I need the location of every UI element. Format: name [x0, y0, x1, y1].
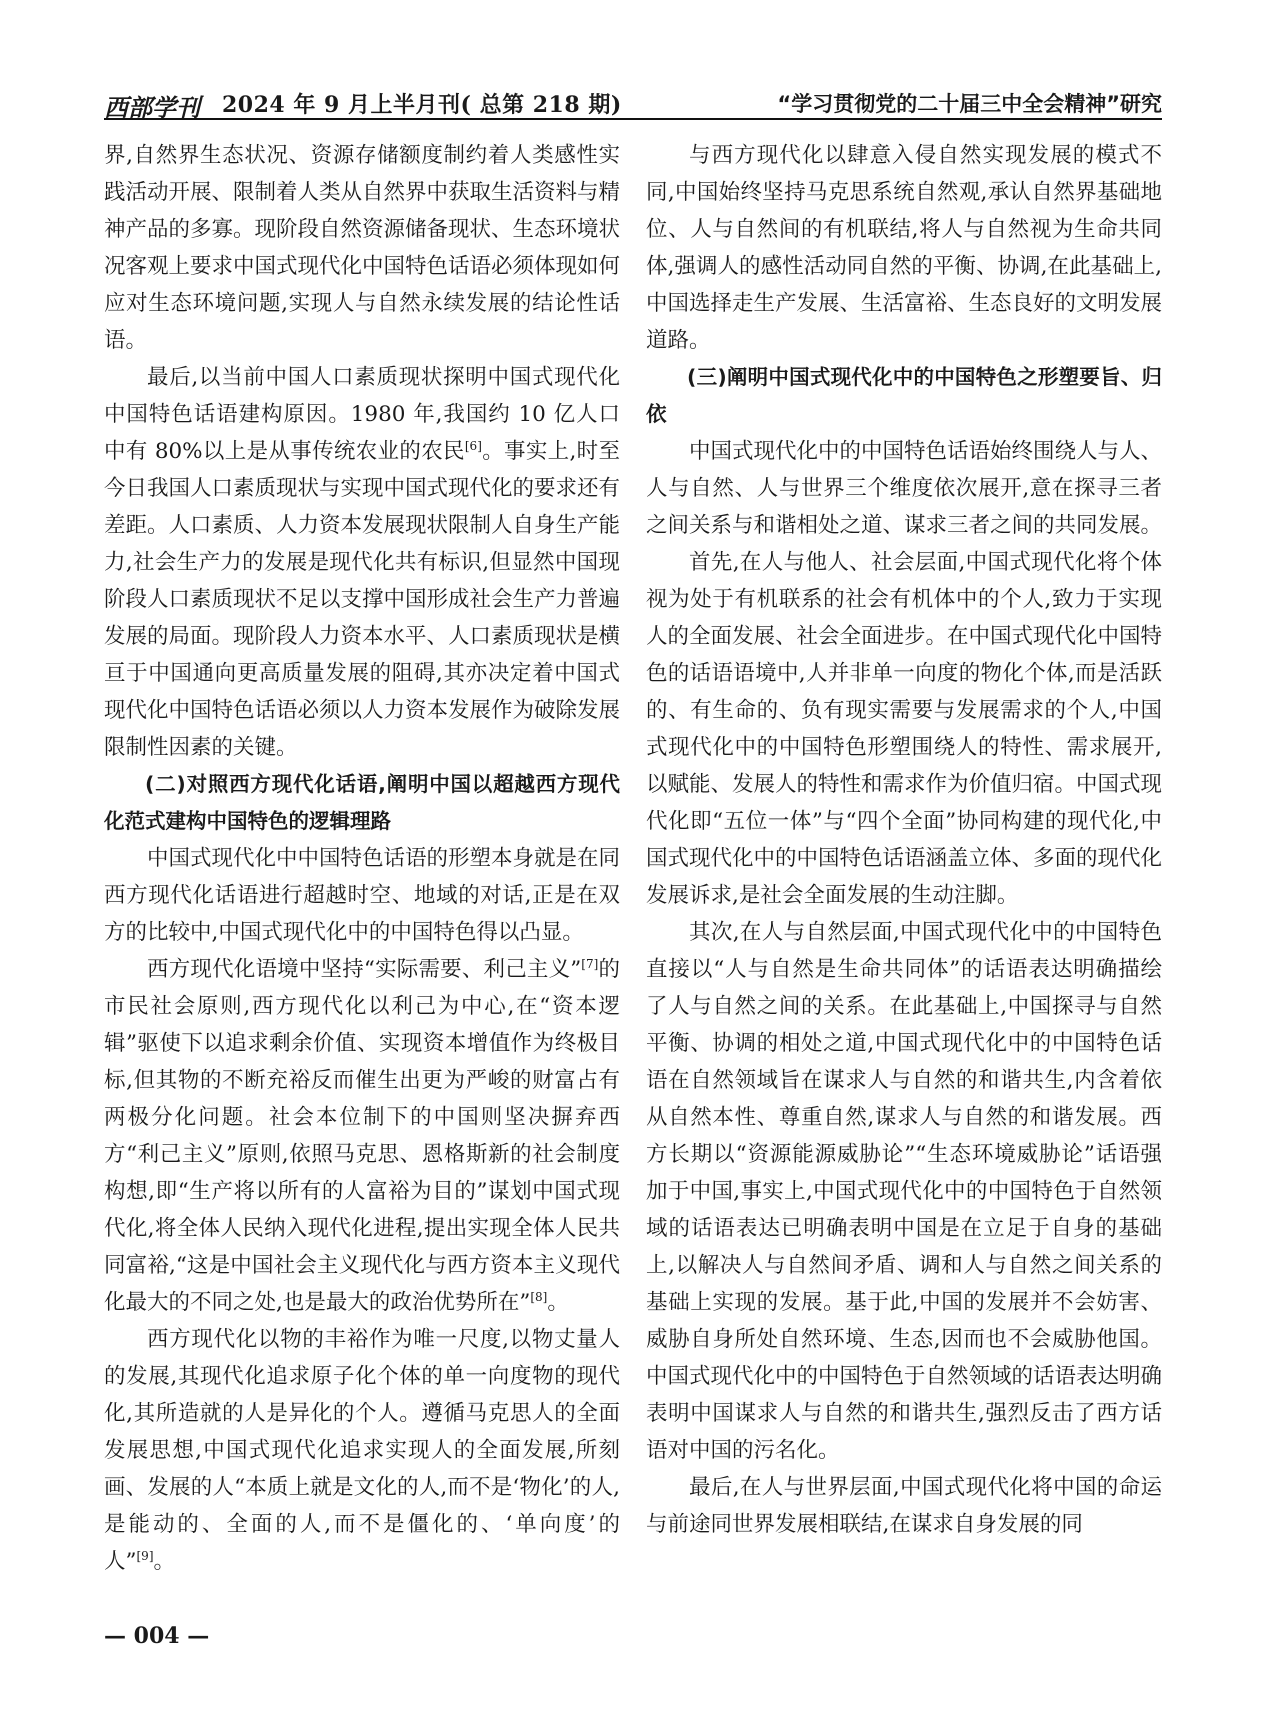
left-column [104, 137, 620, 1580]
paragraph: 界,自然界生态状况、资源存储额度制约着人类感性实践活动开展、限制着人类从自然界中获取生活资料与精神产品的多寡。现阶段自然资源储备现状、生态环境状况客观上要求中国式现代化中国特色话语必须体现如何应对生态环境问题,实现人与自然永续发展的结论性话语。 [104, 143, 621, 353]
citation: [8] [530, 1289, 548, 1304]
header-rule [104, 118, 1162, 120]
section-heading: (三)阐明中国式现代化中的中国特色之形塑要旨、归依 [646, 365, 1162, 426]
issue-info: 2024 年 9 月上半月刊( 总第 218 期) [222, 92, 622, 118]
paragraph: 最后,在人与世界层面,中国式现代化将中国的命运与前途同世界发展相联结,在谋求自身发展的同 [646, 1475, 1162, 1537]
section-title: “学习贯彻党的二十届三中全会精神”研究 [777, 92, 1162, 116]
paragraph: 中国式现代化中中国特色话语的形塑本身就是在同西方现代化话语进行超越时空、地域的对话,正是在双方的比较中,中国式现代化中的中国特色得以凸显。 [104, 846, 621, 945]
paragraph: 与西方现代化以肆意入侵自然实现发展的模式不同,中国始终坚持马克思系统自然观,承认自然界基础地位、人与自然间的有机联结,将人与自然视为生命共同体,强调人的感性活动同自然的平衡、协调,在此基础上,中国选择走生产发展、生活富裕、生态良好的文明发展道路。 [646, 143, 1163, 353]
citation: [6] [464, 438, 482, 453]
journal-logo: 西部学刊 [104, 93, 200, 122]
paragraph: 西方现代化语境中坚持“实际需要、利己主义”[7]的市民社会原则,西方现代化以利己为中心,在“资本逻辑”驱使下以追求剩余价值、实现资本增值作为终极目标,但其物的不断充裕反而催生出更为严峻的财富占有两极分化问题。社会本位制下的中国则坚决摒弃西方“利己主义”原则,依照马克思、恩格斯新的社会制度构想,即“生产将以所有的人富裕为目的”谋划中国式现代化,将全体人民纳入现代化进程,提出实现全体人民共同富裕,“这是中国社会主义现代化与西方资本主义现代化最大的不同之处,也是最大的政治优势所在”[8]。 [104, 956, 620, 1315]
paragraph: 中国式现代化中的中国特色话语始终围绕人与人、人与自然、人与世界三个维度依次展开,意在探寻三者之间关系与和谐相处之道、谋求三者之间的共同发展。 [646, 439, 1163, 538]
page-header [104, 78, 1162, 120]
page-number: — 004 — [104, 1623, 210, 1649]
paragraph: 最后,以当前中国人口素质现状探明中国式现代化中国特色话语建构原因。1980 年,我国约 10 亿人口中有 80%以上是从事传统农业的农民[6]。事实上,时至今日我国人口素质现状与实现中国式现代化的要求还有差距。人口素质、人力资本发展现状限制人自身生产能力,社会生产力的发展是现代化共有标识,但显然中国现阶段人口素质现状不足以支撑中国形成社会生产力普遍发展的局面。现阶段人力资本水平、人口素质现状是横亘于中国通向更高质量发展的阻碍,其亦决定着中国式现代化中国特色话语必须以人力资本发展作为破除发展限制性因素的关键。 [104, 365, 621, 760]
citation: [7] [581, 956, 599, 971]
paragraph: 西方现代化以物的丰裕作为唯一尺度,以物丈量人的发展,其现代化追求原子化个体的单一向度物的现代化,其所造就的人是异化的个人。遵循马克思人的全面发展思想,中国式现代化追求实现人的全面发展,所刻画、发展的人“本质上就是文化的人,而不是‘物化’的人,是能动的、全面的人,而不是僵化的、‘单向度’的人”[9]。 [104, 1327, 620, 1574]
section-heading: (二)对照西方现代化话语,阐明中国以超越西方现代化范式建构中国特色的逻辑理路 [104, 772, 620, 833]
citation: [9] [136, 1548, 154, 1563]
paragraph: 其次,在人与自然层面,中国式现代化中的中国特色直接以“人与自然是生命共同体”的话语表达明确描绘了人与自然之间的关系。在此基础上,中国探寻与自然平衡、协调的相处之道,中国式现代化中的中国特色话语在自然领域旨在谋求人与自然的和谐共生,内含着依从自然本性、尊重自然,谋求人与自然的和谐发展。西方长期以“资源能源威胁论”“生态环境威胁论”话语强加于中国,事实上,中国式现代化中的中国特色于自然领域的话语表达已明确表明中国是在立足于自身的基础上,以解决人与自然间矛盾、调和人与自然之间关系的基础上实现的发展。基于此,中国的发展并不会妨害、威胁自身所处自然环境、生态,因而也不会威胁他国。中国式现代化中的中国特色于自然领域的话语表达明确表明中国谋求人与自然的和谐共生,强烈反击了西方话语对中国的污名化。 [646, 920, 1163, 1463]
right-column [646, 137, 1162, 1543]
paragraph: 首先,在人与他人、社会层面,中国式现代化将个体视为处于有机联系的社会有机体中的个人,致力于实现人的全面发展、社会全面进步。在中国式现代化中国特色的话语语境中,人并非单一向度的物化个体,而是活跃的、有生命的、负有现实需要与发展需求的个人,中国式现代化中的中国特色形塑围绕人的特性、需求展开,以赋能、发展人的特性和需求作为价值归宿。中国式现代化即“五位一体”与“四个全面”协同构建的现代化,中国式现代化中的中国特色话语涵盖立体、多面的现代化发展诉求,是社会全面发展的生动注脚。 [646, 550, 1163, 908]
